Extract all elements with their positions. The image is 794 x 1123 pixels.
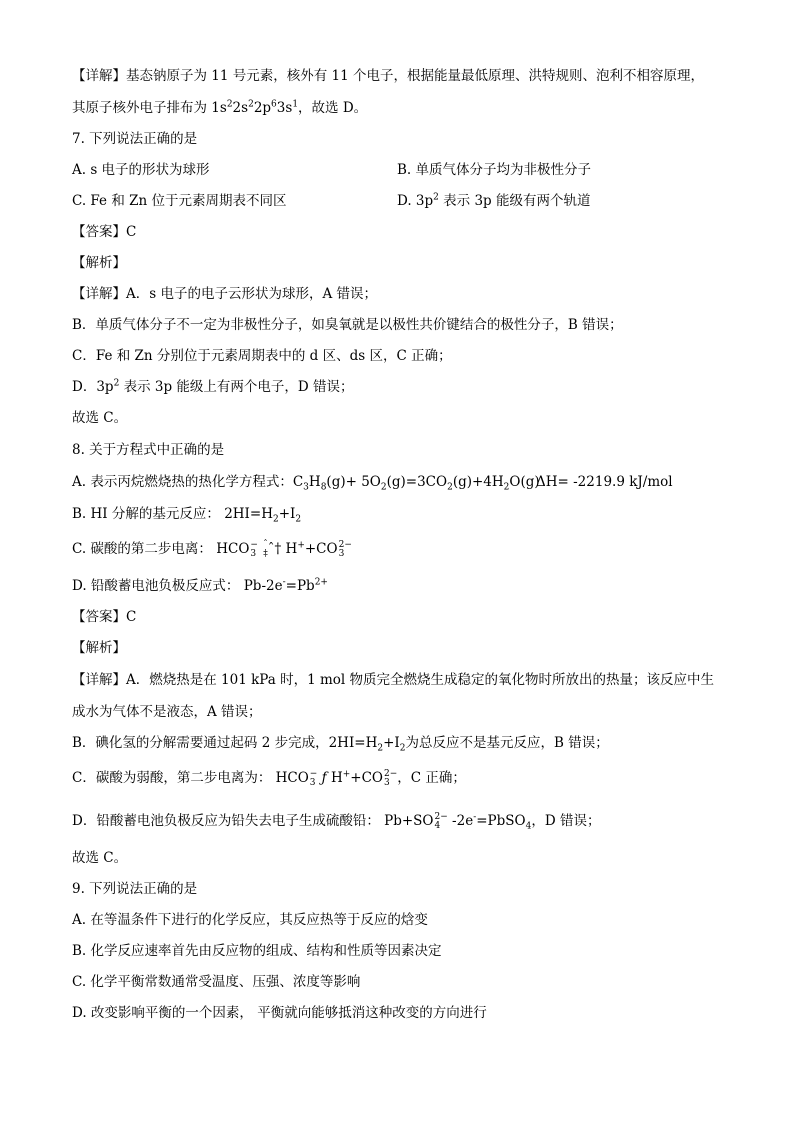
q8-detail-b: B．碘化氢的分解需要通过起码 2 步完成，$2HI=H_2+I_2$为总反应不是基元反应，B 错误； (72, 735, 609, 754)
q7-stem: 7. 下列说法正确的是 (72, 131, 198, 147)
q7-conclusion: 故选 C。 (72, 410, 128, 426)
q7-option-b: B. 单质气体分子均为非极性分子 (397, 162, 592, 178)
q8-option-d: D. 铅酸蓄电池负极反应式： $Pb-2e^-=Pb^{2+}$ (72, 577, 328, 594)
q7-detail-c: C．Fe 和 Zn 分别位于元素周期表中的 d 区、ds 区，C 正确； (72, 348, 452, 364)
q7-option-a: A. s 电子的形状为球形 (72, 162, 210, 178)
q9-option-d: D. 改变影响平衡的一个因素， 平衡就向能够抵消这种改变的方向进行 (72, 1005, 487, 1021)
q6-detail-line1: 【详解】基态钠原子为 11 号元素，核外有 11 个电子，根据能量最低原理、洪特规则、泡利不相容原理， (72, 68, 705, 84)
q8-detail-a-line2: 成水为气体不是液态，A 错误； (72, 704, 262, 720)
q8-answer: 【答案】C (72, 609, 137, 625)
q8-detail-a-line1: 【详解】A．燃烧热是在 101 kPa 时，1 mol 物质完全燃烧生成稳定的氧化物时所放出的热量；该反应中生 (72, 672, 715, 688)
q8-conclusion: 故选 C。 (72, 850, 128, 866)
q7-detail-a: 【详解】A．s 电子的电子云形状为球形，A 错误； (72, 286, 378, 302)
q8-detail-c: C．碳酸为弱酸，第二步电离为： HCO − 3 ƒ H++CO 2− 3 ，C 正确； (72, 768, 466, 788)
q8-detail-d: D．铅酸蓄电池负极反应为铅失去电子生成硫酸铅： Pb+SO 2− 4 -2e-=PbSO$_4$，D 错误； (72, 811, 601, 832)
q7-answer: 【答案】C (72, 224, 137, 240)
q8-analysis-heading: 【解析】 (72, 640, 126, 656)
q7-detail-b: B．单质气体分子不一定为非极性分子，如臭氧就是以极性共价键结合的极性分子，B 错误； (72, 317, 623, 333)
q9-option-a: A. 在等温条件下进行的化学反应，其反应热等于反应的焓变 (72, 912, 428, 928)
q7-option-d: D. $3p^2$ 表示 3p 能级有两个轨道 (397, 192, 591, 209)
q8-option-b: B. HI 分解的基元反应： $2HI=H_2+I_2$ (72, 506, 302, 525)
q9-stem: 9. 下列说法正确的是 (72, 881, 198, 897)
q9-option-b: B. 化学反应速率首先由反应物的组成、结构和性质等因素决定 (72, 943, 442, 959)
q9-option-c: C. 化学平衡常数通常受温度、压强、浓度等影响 (72, 974, 361, 990)
q8-option-c: C. 碳酸的第二步电离： HCO − 3 ˆ ‡ ˆ† H++CO 2− 3 (72, 539, 352, 559)
q7-analysis-heading: 【解析】 (72, 255, 126, 271)
q8-option-a-enthalpy: ΔH= -2219.9 kJ/mol (536, 474, 673, 490)
q7-detail-d: D．$3p^2$ 表示 3p 能级上有两个电子，D 错误； (72, 378, 354, 395)
q8-option-a: A. 表示丙烷燃烧热的热化学方程式：$C_3H_8(g)+ 5O_2(g)=3CO_2(g)+4H_2O(g)$ (72, 474, 540, 493)
q8-stem: 8. 关于方程式中正确的是 (72, 442, 225, 458)
q7-option-c: C. Fe 和 Zn 位于元素周期表不同区 (72, 193, 287, 209)
q6-detail-line2: 其原子核外电子排布为 $1s^22s^22p^63s^1$，故选 D。 (72, 99, 368, 116)
